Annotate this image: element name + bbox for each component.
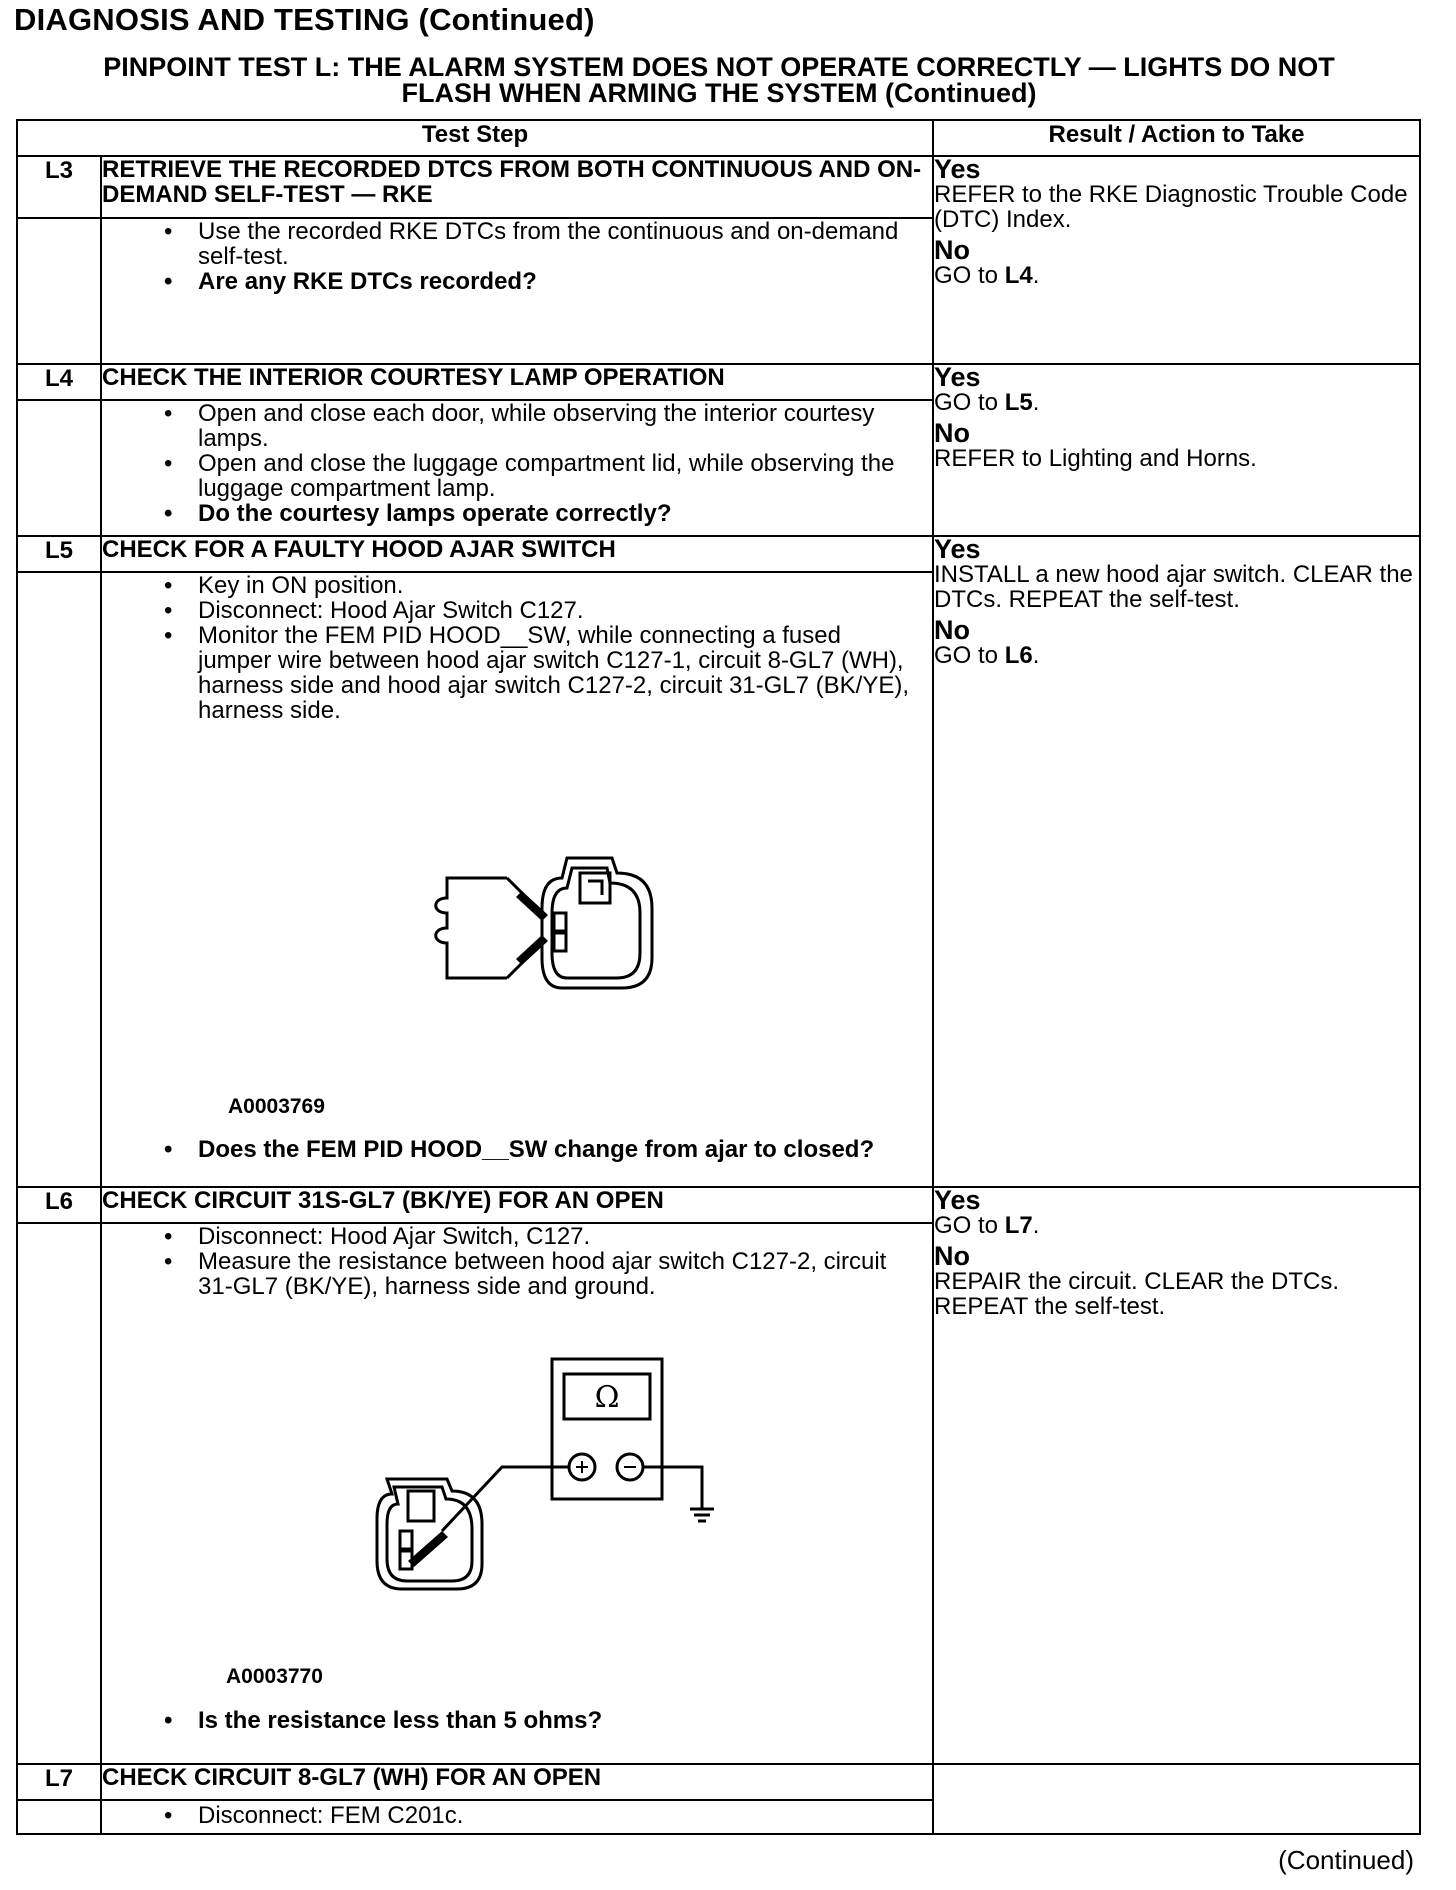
- yes-action-text: GO to: [934, 389, 999, 416]
- no-label: No: [934, 1241, 970, 1271]
- yes-action-tail: .: [1032, 389, 1040, 416]
- step-id: L3: [17, 156, 101, 218]
- step-question: • Are any RKE DTCs recorded?: [198, 269, 912, 294]
- step-body: [101, 218, 933, 364]
- pinpoint-test-table: [16, 119, 1421, 1835]
- step-instructions: [102, 219, 932, 294]
- step-link[interactable]: L5: [1004, 389, 1033, 416]
- test-title-line-2: FLASH WHEN ARMING THE SYSTEM (Continued): [401, 78, 1037, 108]
- yes-action: INSTALL a new hood ajar switch. CLEAR the DTCs. REPEAT the self-test.: [934, 561, 1413, 613]
- step-link[interactable]: L4: [1004, 262, 1033, 289]
- step-question: • Does the FEM PID HOOD__SW change from ajar to closed?: [198, 1137, 912, 1162]
- step-body: [101, 1800, 933, 1834]
- no-action-tail: .: [1032, 262, 1040, 289]
- yes-action: REFER to the RKE Diagnostic Trouble Code (DTC) Index.: [934, 181, 1408, 233]
- no-action-tail: .: [1032, 642, 1040, 669]
- step-link[interactable]: L7: [1004, 1212, 1033, 1239]
- step-body: [101, 400, 933, 536]
- instruction-item: • Open and close the luggage compartment lid, while observing the luggage compartment lamp.: [198, 451, 912, 501]
- instruction-item: • Open and close each door, while observing the interior courtesy lamps.: [198, 401, 912, 451]
- step-title: CHECK THE INTERIOR COURTESY LAMP OPERATION: [101, 364, 933, 400]
- yes-action-tail: .: [1032, 1212, 1040, 1239]
- step-link[interactable]: L6: [1004, 642, 1033, 669]
- step-question: • Do the courtesy lamps operate correctly?: [198, 501, 912, 526]
- jumper-wire-diagram: [102, 723, 934, 1083]
- step-result: [933, 156, 1420, 364]
- step-id: L5: [17, 536, 101, 572]
- step-question-list: [102, 1137, 932, 1162]
- instruction-item: • Measure the resistance between hood ajar switch C127-2, circuit 31-GL7 (BK/YE), harness side and ground.: [198, 1249, 912, 1299]
- step-id-continuation: [17, 1800, 101, 1834]
- step-question: • Is the resistance less than 5 ohms?: [198, 1708, 912, 1733]
- yes-label: Yes: [934, 362, 981, 392]
- step-instructions: [102, 1803, 932, 1828]
- figure-code: A0003769: [228, 1095, 325, 1118]
- step-id: L6: [17, 1187, 101, 1223]
- step-id: L7: [17, 1764, 101, 1800]
- instruction-item: • Disconnect: Hood Ajar Switch C127.: [198, 598, 912, 623]
- step-title: CHECK FOR A FAULTY HOOD AJAR SWITCH: [101, 536, 933, 572]
- instruction-item: • Monitor the FEM PID HOOD__SW, while connecting a fused jumper wire between hood ajar switch C127-1, circuit 8-GL7 (WH), harness side and hood ajar switch C127-2, circuit 31-GL7 (BK/YE), harness side.: [198, 623, 912, 723]
- yes-label: Yes: [934, 534, 981, 564]
- continued-note: (Continued): [1278, 1845, 1414, 1875]
- no-label: No: [934, 418, 970, 448]
- no-label: No: [934, 615, 970, 645]
- step-body: [101, 572, 933, 1187]
- hood-switch-jumper-figure: [102, 723, 932, 1133]
- step-instructions: [102, 1224, 932, 1299]
- step-result: [933, 1187, 1420, 1764]
- test-title-line-1: PINPOINT TEST L: THE ALARM SYSTEM DOES NOT OPERATE CORRECTLY — LIGHTS DO NOT: [103, 52, 1335, 82]
- yes-label: Yes: [934, 154, 981, 184]
- no-action: REPAIR the circuit. CLEAR the DTCs. REPEAT the self-test.: [934, 1268, 1339, 1320]
- step-title: CHECK CIRCUIT 31S-GL7 (BK/YE) FOR AN OPEN: [101, 1187, 933, 1223]
- no-action: [934, 642, 1039, 669]
- yes-action-text: GO to: [934, 1212, 999, 1239]
- step-instructions: [102, 401, 932, 526]
- yes-label: Yes: [934, 1185, 981, 1215]
- yes-action: [934, 1212, 1039, 1239]
- step-result: [933, 536, 1420, 1187]
- no-action-text: GO to: [934, 642, 999, 669]
- resistance-measure-figure: [102, 1299, 932, 1704]
- step-title: CHECK CIRCUIT 8-GL7 (WH) FOR AN OPEN: [101, 1764, 933, 1800]
- figure-code: A0003770: [226, 1665, 323, 1688]
- instruction-item: • Key in ON position.: [198, 573, 912, 598]
- step-id-continuation: [17, 1223, 101, 1764]
- step-result: [933, 364, 1420, 536]
- meter-ohm-symbol: Ω: [594, 1380, 620, 1415]
- no-action: [934, 262, 1039, 289]
- step-question-list: [102, 1708, 932, 1733]
- step-id-continuation: [17, 400, 101, 536]
- header-result: Result / Action to Take: [933, 120, 1420, 156]
- no-label: No: [934, 235, 970, 265]
- instruction-item: • Use the recorded RKE DTCs from the continuous and on-demand self-test.: [198, 219, 912, 269]
- step-result: [933, 1764, 1420, 1834]
- instruction-item: • Disconnect: Hood Ajar Switch, C127.: [198, 1224, 912, 1249]
- ohmmeter-diagram: [102, 1299, 934, 1669]
- step-body: [101, 1223, 933, 1764]
- step-instructions: [102, 573, 932, 723]
- instruction-item: • Disconnect: FEM C201c.: [198, 1803, 912, 1828]
- step-title: RETRIEVE THE RECORDED DTCS FROM BOTH CONTINUOUS AND ON-DEMAND SELF-TEST — RKE: [101, 156, 933, 218]
- step-id-continuation: [17, 572, 101, 1187]
- page-title: DIAGNOSIS AND TESTING (Continued): [14, 2, 595, 37]
- step-id: L4: [17, 364, 101, 400]
- no-action: REFER to Lighting and Horns.: [934, 445, 1257, 472]
- pinpoint-test-title: [16, 54, 1422, 106]
- header-test-step: Test Step: [17, 120, 933, 156]
- yes-action: [934, 389, 1039, 416]
- step-id-continuation: [17, 218, 101, 364]
- no-action-text: GO to: [934, 262, 999, 289]
